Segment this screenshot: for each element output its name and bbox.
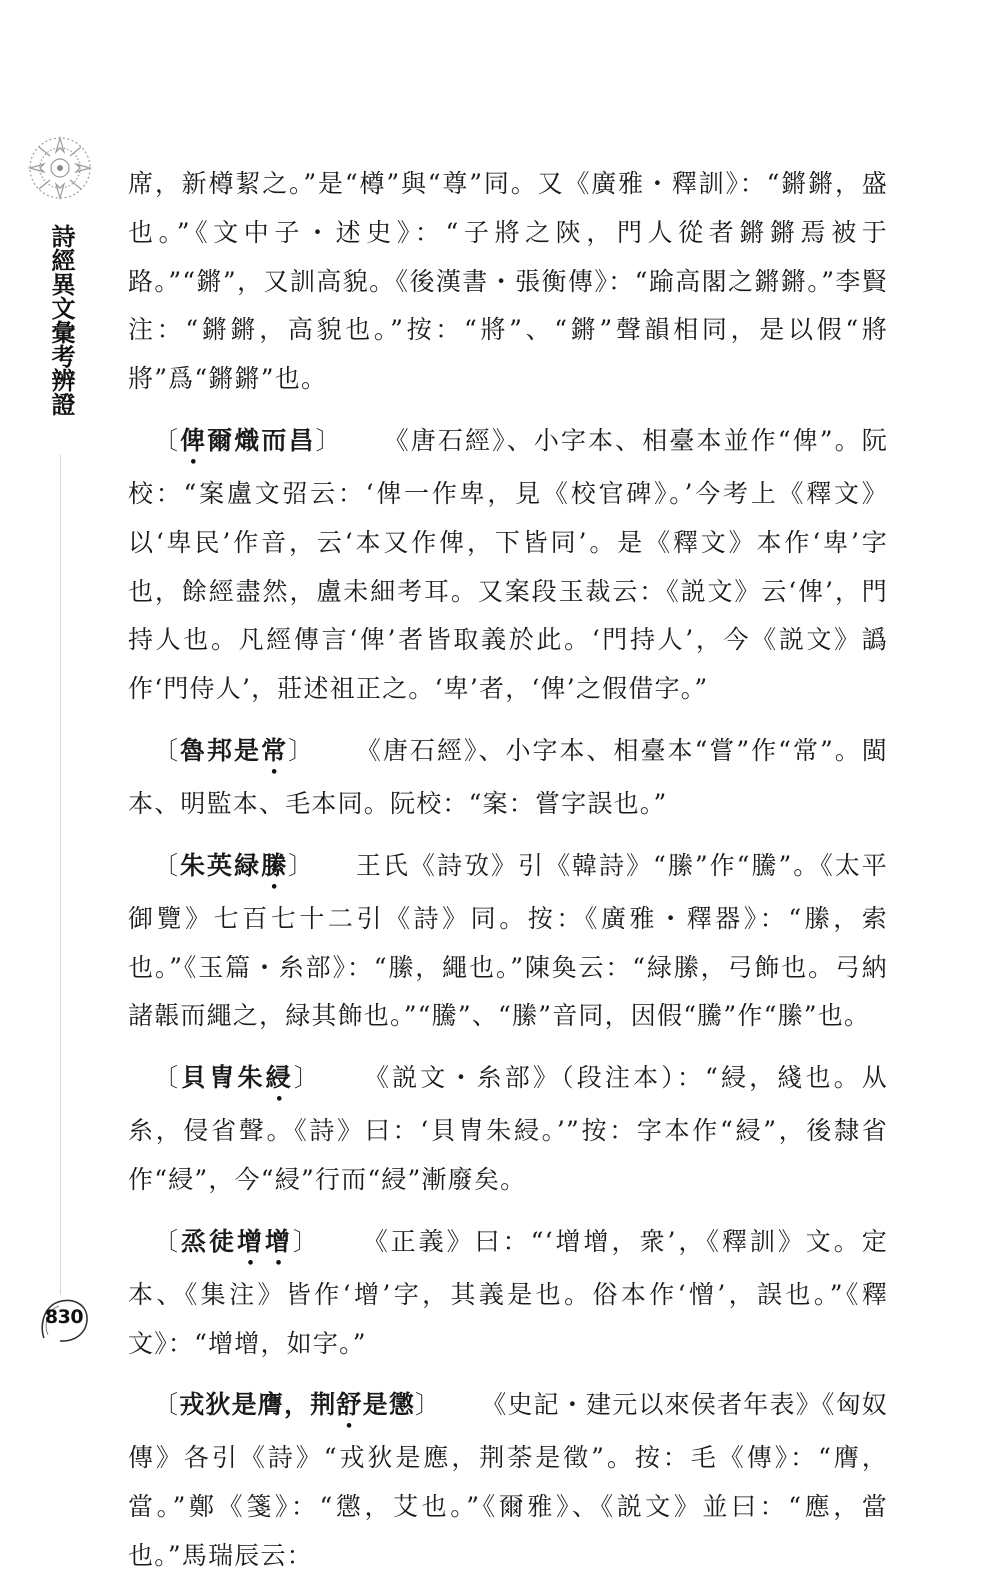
margin-divider — [60, 455, 61, 1295]
main-text — [128, 160, 888, 1581]
running-title: 詩經異文彙考辨證 — [47, 224, 76, 416]
entry-text: 《唐石經》、小字本、相臺本“嘗”作“常”。閩本、明監本、毛本同。阮校：“案：嘗字誤也。” — [128, 735, 888, 818]
entry-lemma: 〔戎狄是膺，荆舒是懲〕 — [153, 1390, 442, 1420]
floral-medallion-icon — [22, 130, 98, 206]
entry-lemma: 〔朱英緑縢〕 — [153, 850, 316, 880]
entry-text: 《唐石經》、小字本、相臺本並作“俾”。阮校：“案盧文弨云：‘俾一作卑，見《校官碑》。’今考上《釋文》以‘卑民’作音，云‘本又作俾，下皆同’。是《釋文》本作‘卑’字也，餘經盡然，盧未細考耳。又案段玉裁云：《説文》云‘俾’，門持人也。凡經傳言‘俾’者皆取義於此。‘門持人’，今《説文》譌作‘門侍人’，莊述祖正之。‘卑’者，‘俾’之假借字。” — [128, 425, 888, 704]
entry-4 — [128, 1054, 888, 1205]
entry-text: 王氏《詩攷》引《韓詩》“縢”作“騰”。《太平御覽》七百七十二引《詩》同。按：《廣雅・釋器》：“縢，索也。”《玉篇・糸部》：“縢，繩也。”陳奐云：“緑縢，弓飾也。弓納諸韔而繩之，緑其飾也。”“騰”、“縢”音同，因假“騰”作“縢”也。 — [128, 850, 888, 1031]
entry-lemma: 〔貝冑朱綅〕 — [153, 1063, 322, 1093]
continuation-paragraph: 席，新樽絜之。”是“樽”與“尊”同。又《廣雅・釋訓》：“鏘鏘，盛也。”《文中子・述史》：“子將之陝，門人從者鏘鏘焉被于路。”“鏘”，又訓高貌。《後漢書・張衡傳》：“踰高閣之鏘鏘。”李賢注：“鏘鏘，高貌也。”按：“將”、“鏘”聲韻相同，是以假“將將”爲“鏘鏘”也。 — [128, 169, 888, 394]
entry-lemma: 〔烝徒增增〕 — [153, 1226, 321, 1256]
entry-text: 《説文・糸部》（段注本）：“綅，綫也。从糸，侵省聲。《詩》曰：‘貝冑朱綅。’”按：字本作“綅”，後隸省作“綅”，今“綅”行而“綅”漸廢矣。 — [128, 1063, 889, 1194]
entry-6 — [128, 1381, 888, 1580]
entry-lemma: 〔魯邦是常〕 — [153, 735, 316, 765]
entry-1 — [128, 417, 888, 714]
entry-2 — [128, 727, 888, 829]
entry-3 — [128, 842, 888, 1041]
entry-5 — [128, 1218, 888, 1369]
entry-lemma: 〔俾爾熾而昌〕 — [153, 425, 343, 455]
entry-text: 《正義》曰：“‘增增，衆’，《釋訓》文。定本、《集注》皆作‘增’字，其義是也。俗本作‘憎’，誤也。”《釋文》：“增增，如字。” — [128, 1226, 888, 1358]
entry-text: 《史記・建元以來侯者年表》《匈奴傳》各引《詩》“戎狄是應，荆荼是徵”。按：毛《傳》：“膺，當。”鄭《箋》：“懲，艾也。”《爾雅》、《説文》並曰：“應，當也。”馬瑞辰云： — [128, 1390, 888, 1570]
page-number: 830 — [44, 1306, 84, 1328]
